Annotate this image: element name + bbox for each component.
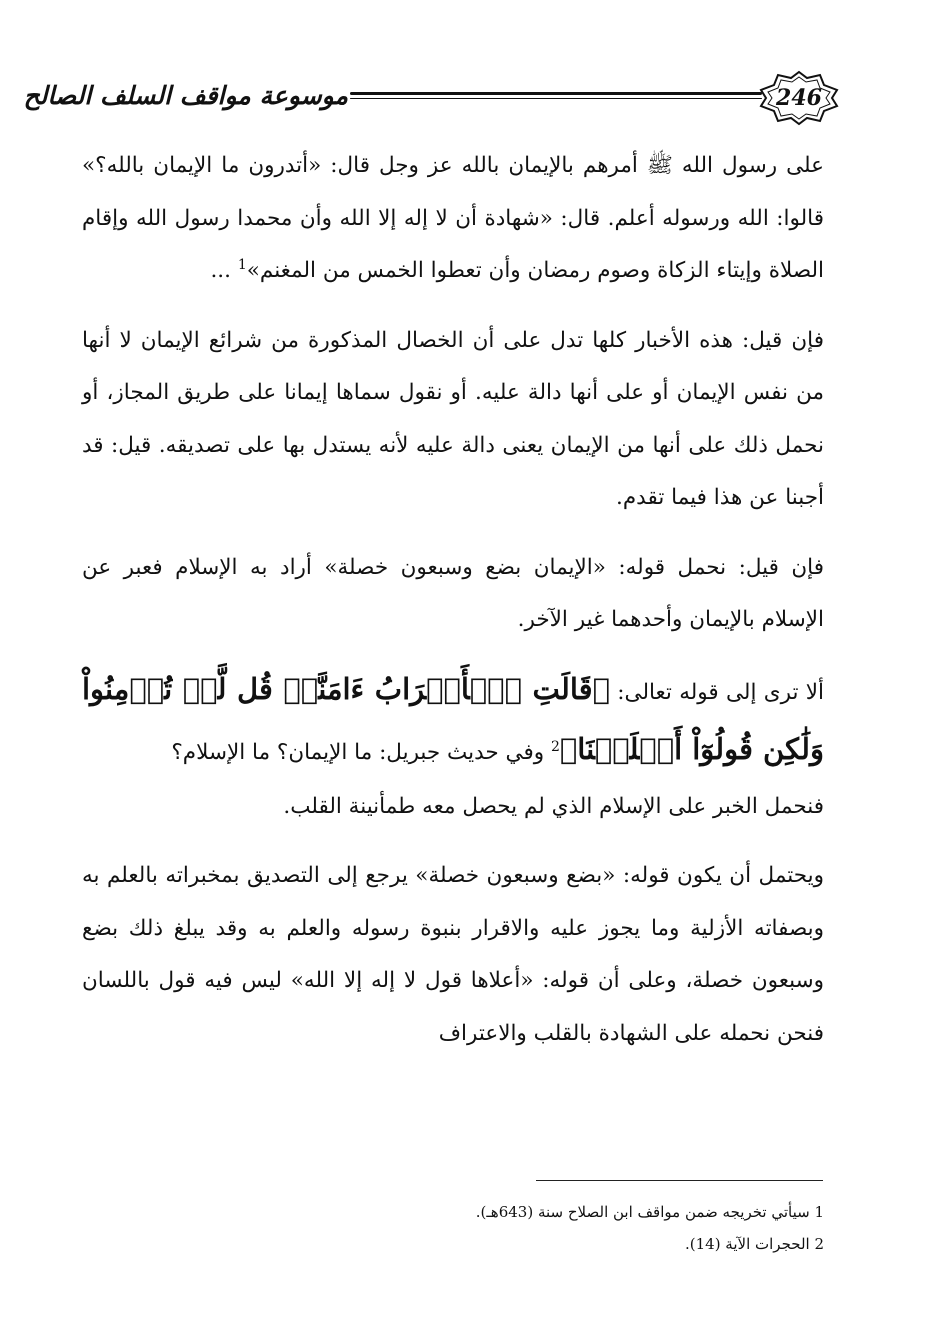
paragraph-1-ellipsis: ... <box>210 258 238 283</box>
paragraph-2: فإن قيل: هذه الأخبار كلها تدل على أن الخصال المذكورة من شرائع الإيمان لا أنها من نفس الإيمان أو على أنها دالة عليه. أو نقول سماها إيمانا على طريق المجاز، أو نحمل ذلك على أنها من الإيمان يعنى دالة عليه لأنه يستدل بها على تصديقه. قيل: قد أجبنا عن هذا فيما تقدم. <box>82 327 824 510</box>
footnotes <box>330 1196 824 1260</box>
paragraph-3: فإن قيل: نحمل قوله: «الإيمان بضع وسبعون خصلة» أراد به الإسلام فعبر عن الإسلام بالإيمان وأحدهما غير الآخر. <box>82 554 824 632</box>
footnote-1: 1 سيأتي تخريجه ضمن مواقف ابن الصلاح سنة (643هـ). <box>475 1203 824 1221</box>
paragraph-6: ويحتمل أن يكون قوله: «بضع وسبعون خصلة» يرجع إلى التصديق بمخبراته بالعلم به وبصفاته الأزلية وما يجوز عليه والاقرار بنبوة رسوله والعلم به وقد يبلغ ذلك بضع وسبعون خصلة، وعلى أن قوله: «أعلاها قول لا إله إلا الله» ليس فيه قول باللسان فنحن نحمله على الشهادة بالقلب والاعتراف <box>82 863 824 1046</box>
paragraph-1-text: على رسول الله ﷺ أمرهم بالإيمان بالله عز وجل قال: «أتدرون ما الإيمان بالله؟» قالوا: الله ورسوله أعلم. قال: «شهادة أن لا إله إلا الله وأن محمدا رسول الله وإقام الصلاة وإيتاء الزكاة وصوم رمضان وأن تعطوا الخمس من المغنم» <box>82 153 824 283</box>
footnote-2: 2 الحجرات الآية (14). <box>684 1235 824 1253</box>
page-header <box>23 70 840 126</box>
paragraph-1 <box>82 140 824 298</box>
footnote-separator <box>536 1180 823 1181</box>
paragraph-4-intro: ألا ترى إلى قوله تعالى: <box>609 679 824 705</box>
footnote-ref-1[interactable]: 1 <box>237 256 247 273</box>
page-number: 246 <box>776 85 822 111</box>
paragraph-4-after: وفي حديث جبريل: ما الإيمان؟ ما الإسلام؟ <box>171 739 551 765</box>
paragraph-5: فنحمل الخبر على الإسلام الذي لم يحصل معه طمأنينة القلب. <box>283 793 824 819</box>
main-text <box>82 140 824 1060</box>
footnote-ref-2[interactable]: 2 <box>550 738 560 755</box>
quran-verse: ﴿قَالَتِ ٱلۡأَعۡرَابُ ءَامَنَّاۖ قُل لَّمۡ تُؤۡمِنُواْ وَلَٰكِن قُولُوٓاْ أَسۡلَمۡنَا﴾ <box>82 671 824 766</box>
header-rule-thin <box>350 98 762 99</box>
page-number-badge <box>758 70 840 126</box>
book-title: موسوعة مواقف السلف الصالح <box>23 81 348 110</box>
paragraph-4 <box>82 661 824 781</box>
header-rule <box>350 92 762 95</box>
